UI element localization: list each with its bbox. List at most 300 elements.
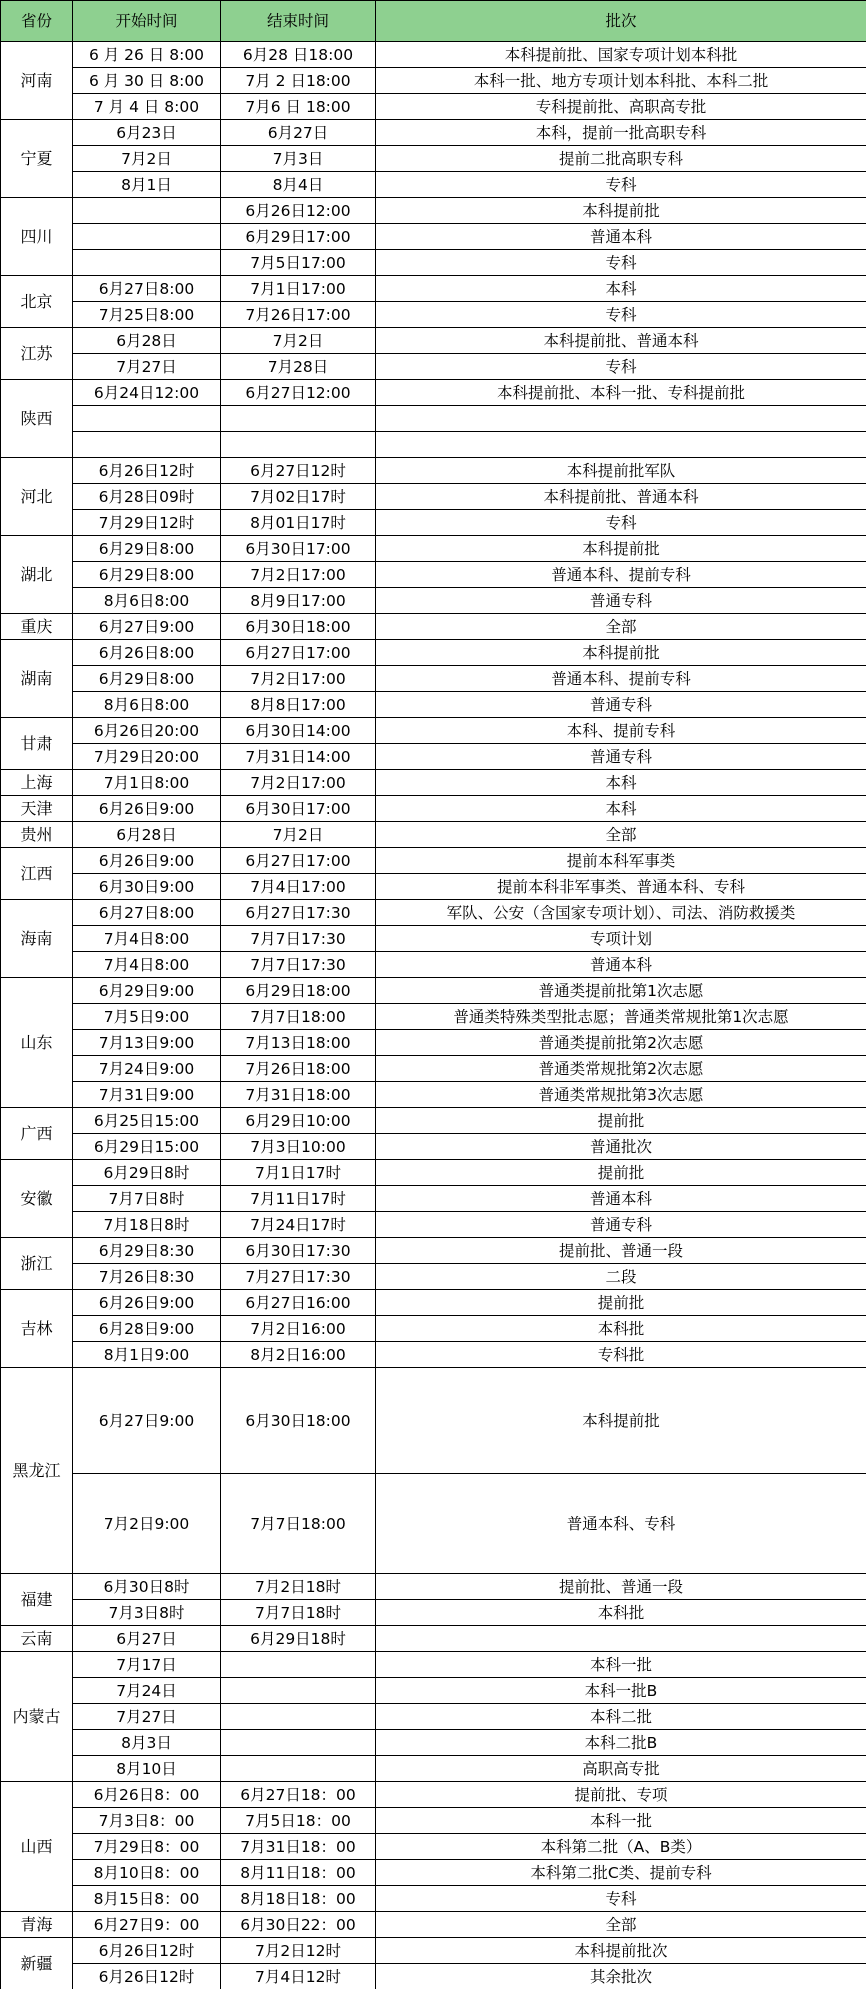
start-time-cell: 6月29日8:00 <box>73 536 221 562</box>
start-time-cell: 7月7日8时 <box>73 1186 221 1212</box>
header-end-time: 结束时间 <box>221 1 376 42</box>
start-time-cell: 6月29日9:00 <box>73 978 221 1004</box>
table-row <box>1 926 866 952</box>
end-time-cell: 8月9日17:00 <box>221 588 376 614</box>
batch-cell: 提前二批高职专科 <box>376 146 866 172</box>
batch-cell: 其余批次 <box>376 1964 866 1989</box>
batch-cell: 本科 <box>376 770 866 796</box>
start-time-cell: 7月13日9:00 <box>73 1030 221 1056</box>
start-time-cell: 6月27日9:00 <box>73 614 221 640</box>
province-cell: 宁夏 <box>1 120 73 198</box>
batch-cell: 本科一批 <box>376 1808 866 1834</box>
batch-cell: 普通类提前批第2次志愿 <box>376 1030 866 1056</box>
batch-cell: 专项计划 <box>376 926 866 952</box>
end-time-cell <box>221 406 376 432</box>
batch-cell: 本科二批B <box>376 1730 866 1756</box>
batch-cell: 本科提前批次 <box>376 1938 866 1964</box>
start-time-cell: 6月26日8：00 <box>73 1782 221 1808</box>
province-cell: 黑龙江 <box>1 1368 73 1574</box>
start-time-cell: 6月25日15:00 <box>73 1108 221 1134</box>
start-time-cell: 6月29日15:00 <box>73 1134 221 1160</box>
start-time-cell: 8月10日 <box>73 1756 221 1782</box>
start-time-cell: 6月27日 <box>73 1626 221 1652</box>
end-time-cell: 7月31日18:00 <box>221 1082 376 1108</box>
batch-cell: 普通批次 <box>376 1134 866 1160</box>
table-row <box>1 1082 866 1108</box>
batch-cell: 提前批、普通一段 <box>376 1238 866 1264</box>
end-time-cell: 7月5日17:00 <box>221 250 376 276</box>
batch-cell: 本科批 <box>376 1600 866 1626</box>
province-cell: 云南 <box>1 1626 73 1652</box>
end-time-cell: 6月29日10:00 <box>221 1108 376 1134</box>
start-time-cell: 6 月 26 日 8:00 <box>73 42 221 68</box>
end-time-cell: 7月2日17:00 <box>221 770 376 796</box>
province-cell: 山西 <box>1 1782 73 1912</box>
table-row <box>1 1600 866 1626</box>
start-time-cell: 8月1日9:00 <box>73 1342 221 1368</box>
batch-cell: 普通本科 <box>376 952 866 978</box>
start-time-cell: 6月23日 <box>73 120 221 146</box>
batch-cell: 专科 <box>376 250 866 276</box>
batch-cell: 普通本科、提前专科 <box>376 562 866 588</box>
end-time-cell: 7月7日18:00 <box>221 1474 376 1574</box>
batch-cell: 本科一批、地方专项计划本科批、本科二批 <box>376 68 866 94</box>
header-start-time: 开始时间 <box>73 1 221 42</box>
end-time-cell: 7月6 日 18:00 <box>221 94 376 120</box>
end-time-cell: 7月2日 <box>221 822 376 848</box>
end-time-cell: 8月2日16:00 <box>221 1342 376 1368</box>
end-time-cell: 6月29日18:00 <box>221 978 376 1004</box>
batch-cell: 本科提前批、普通本科 <box>376 484 866 510</box>
table-row <box>1 822 866 848</box>
start-time-cell: 7月5日9:00 <box>73 1004 221 1030</box>
batch-cell: 本科第二批C类、提前专科 <box>376 1860 866 1886</box>
header-row <box>1 1 866 42</box>
batch-cell: 本科 <box>376 796 866 822</box>
end-time-cell: 6月28 日18:00 <box>221 42 376 68</box>
start-time-cell: 7月25日8:00 <box>73 302 221 328</box>
end-time-cell <box>221 1704 376 1730</box>
table-row <box>1 536 866 562</box>
province-cell: 吉林 <box>1 1290 73 1368</box>
batch-cell: 专科 <box>376 302 866 328</box>
table-row <box>1 692 866 718</box>
start-time-cell: 6月29日8时 <box>73 1160 221 1186</box>
batch-cell: 本科一批B <box>376 1678 866 1704</box>
start-time-cell <box>73 406 221 432</box>
start-time-cell: 6月27日9：00 <box>73 1912 221 1938</box>
table-row <box>1 1056 866 1082</box>
batch-cell: 本科第二批（A、B类） <box>376 1834 866 1860</box>
start-time-cell: 6月26日12时 <box>73 1964 221 1989</box>
end-time-cell: 6月27日12时 <box>221 458 376 484</box>
batch-cell <box>376 432 866 458</box>
province-cell: 陕西 <box>1 380 73 458</box>
table-row <box>1 1730 866 1756</box>
table-row <box>1 874 866 900</box>
batch-cell <box>376 1626 866 1652</box>
end-time-cell <box>221 1652 376 1678</box>
batch-cell: 全部 <box>376 1912 866 1938</box>
start-time-cell: 6月26日8:00 <box>73 640 221 666</box>
table-row <box>1 1860 866 1886</box>
province-cell: 江西 <box>1 848 73 900</box>
start-time-cell: 6月26日12时 <box>73 458 221 484</box>
end-time-cell: 7月4日17:00 <box>221 874 376 900</box>
province-cell: 贵州 <box>1 822 73 848</box>
table-row <box>1 198 866 224</box>
schedule-body <box>1 42 866 1989</box>
batch-cell: 二段 <box>376 1264 866 1290</box>
start-time-cell: 6月26日9:00 <box>73 848 221 874</box>
table-row <box>1 302 866 328</box>
table-row <box>1 120 866 146</box>
start-time-cell: 6月26日9:00 <box>73 1290 221 1316</box>
batch-cell: 专科 <box>376 510 866 536</box>
batch-cell: 本科提前批 <box>376 640 866 666</box>
province-cell: 甘肃 <box>1 718 73 770</box>
province-cell: 江苏 <box>1 328 73 380</box>
start-time-cell: 7月17日 <box>73 1652 221 1678</box>
end-time-cell: 8月18日18：00 <box>221 1886 376 1912</box>
start-time-cell <box>73 250 221 276</box>
batch-cell: 本科提前批 <box>376 1368 866 1474</box>
start-time-cell: 6月28日 <box>73 822 221 848</box>
end-time-cell: 7月27日17:30 <box>221 1264 376 1290</box>
end-time-cell: 6月27日 <box>221 120 376 146</box>
province-cell: 天津 <box>1 796 73 822</box>
batch-cell: 本科提前批 <box>376 198 866 224</box>
start-time-cell: 7月4日8:00 <box>73 952 221 978</box>
batch-cell: 提前批 <box>376 1290 866 1316</box>
table-row <box>1 1316 866 1342</box>
province-cell: 山东 <box>1 978 73 1108</box>
table-row <box>1 1108 866 1134</box>
end-time-cell: 6月27日17:00 <box>221 848 376 874</box>
table-row <box>1 666 866 692</box>
start-time-cell: 6月27日9:00 <box>73 1368 221 1474</box>
end-time-cell: 7月 2 日18:00 <box>221 68 376 94</box>
batch-cell: 普通类特殊类型批志愿；普通类常规批第1次志愿 <box>376 1004 866 1030</box>
end-time-cell: 7月2日17:00 <box>221 666 376 692</box>
table-row <box>1 1030 866 1056</box>
start-time-cell <box>73 224 221 250</box>
end-time-cell: 6月30日14:00 <box>221 718 376 744</box>
end-time-cell: 7月2日17:00 <box>221 562 376 588</box>
batch-cell: 提前批、普通一段 <box>376 1574 866 1600</box>
start-time-cell: 7月26日8:30 <box>73 1264 221 1290</box>
start-time-cell: 7月29日12时 <box>73 510 221 536</box>
province-cell: 安徽 <box>1 1160 73 1238</box>
start-time-cell: 6月29日8:30 <box>73 1238 221 1264</box>
start-time-cell: 6 月 30 日 8:00 <box>73 68 221 94</box>
table-row <box>1 328 866 354</box>
header-province: 省份 <box>1 1 73 42</box>
table-row <box>1 1238 866 1264</box>
start-time-cell <box>73 432 221 458</box>
batch-cell: 专科 <box>376 1886 866 1912</box>
batch-cell: 军队、公安（含国家专项计划）、司法、消防救援类 <box>376 900 866 926</box>
end-time-cell: 6月30日17:00 <box>221 796 376 822</box>
table-row <box>1 94 866 120</box>
table-row <box>1 744 866 770</box>
table-row <box>1 380 866 406</box>
table-row <box>1 640 866 666</box>
start-time-cell: 7 月 4 日 8:00 <box>73 94 221 120</box>
start-time-cell: 8月6日8:00 <box>73 692 221 718</box>
province-cell: 湖北 <box>1 536 73 614</box>
end-time-cell: 7月3日 <box>221 146 376 172</box>
table-row <box>1 1756 866 1782</box>
end-time-cell: 6月26日12:00 <box>221 198 376 224</box>
start-time-cell: 6月29日8:00 <box>73 562 221 588</box>
end-time-cell: 7月1日17:00 <box>221 276 376 302</box>
end-time-cell: 7月7日17:30 <box>221 926 376 952</box>
table-row <box>1 1678 866 1704</box>
province-cell: 湖南 <box>1 640 73 718</box>
table-row <box>1 354 866 380</box>
table-row <box>1 1808 866 1834</box>
start-time-cell <box>73 198 221 224</box>
start-time-cell: 7月18日8时 <box>73 1212 221 1238</box>
start-time-cell: 7月29日8：00 <box>73 1834 221 1860</box>
batch-cell: 专科 <box>376 354 866 380</box>
table-row <box>1 1886 866 1912</box>
end-time-cell: 7月7日17:30 <box>221 952 376 978</box>
end-time-cell: 6月30日18:00 <box>221 1368 376 1474</box>
end-time-cell: 6月29日18时 <box>221 1626 376 1652</box>
end-time-cell: 6月30日18:00 <box>221 614 376 640</box>
table-row <box>1 848 866 874</box>
batch-cell: 本科提前批军队 <box>376 458 866 484</box>
table-row <box>1 1626 866 1652</box>
start-time-cell: 6月26日9:00 <box>73 796 221 822</box>
end-time-cell: 6月27日17:00 <box>221 640 376 666</box>
end-time-cell: 6月30日17:30 <box>221 1238 376 1264</box>
batch-cell: 普通专科 <box>376 692 866 718</box>
batch-cell: 提前批 <box>376 1108 866 1134</box>
table-row <box>1 1964 866 1989</box>
province-cell: 广西 <box>1 1108 73 1160</box>
table-row <box>1 458 866 484</box>
table-row <box>1 146 866 172</box>
table-row <box>1 1290 866 1316</box>
batch-cell: 本科批 <box>376 1316 866 1342</box>
table-row <box>1 1574 866 1600</box>
start-time-cell: 7月3日8：00 <box>73 1808 221 1834</box>
table-row <box>1 1212 866 1238</box>
end-time-cell: 7月28日 <box>221 354 376 380</box>
batch-cell: 本科二批 <box>376 1704 866 1730</box>
table-row <box>1 1342 866 1368</box>
end-time-cell: 8月4日 <box>221 172 376 198</box>
end-time-cell: 7月24日17时 <box>221 1212 376 1238</box>
start-time-cell: 6月30日8时 <box>73 1574 221 1600</box>
end-time-cell: 7月7日18:00 <box>221 1004 376 1030</box>
table-row <box>1 978 866 1004</box>
batch-cell <box>376 406 866 432</box>
province-cell: 福建 <box>1 1574 73 1626</box>
end-time-cell: 7月4日12时 <box>221 1964 376 1989</box>
batch-cell: 普通本科、专科 <box>376 1474 866 1574</box>
end-time-cell <box>221 432 376 458</box>
start-time-cell: 6月26日12时 <box>73 1938 221 1964</box>
batch-cell: 提前批、专项 <box>376 1782 866 1808</box>
start-time-cell: 7月2日 <box>73 146 221 172</box>
batch-cell: 普通本科 <box>376 1186 866 1212</box>
table-row <box>1 1782 866 1808</box>
end-time-cell: 7月11日17时 <box>221 1186 376 1212</box>
start-time-cell: 6月27日8:00 <box>73 900 221 926</box>
end-time-cell: 8月8日17:00 <box>221 692 376 718</box>
table-row <box>1 1834 866 1860</box>
end-time-cell: 8月11日18：00 <box>221 1860 376 1886</box>
table-row <box>1 1652 866 1678</box>
start-time-cell: 7月2日9:00 <box>73 1474 221 1574</box>
table-row <box>1 588 866 614</box>
end-time-cell: 7月2日16:00 <box>221 1316 376 1342</box>
table-row <box>1 1004 866 1030</box>
batch-cell: 本科提前批、普通本科 <box>376 328 866 354</box>
end-time-cell: 6月30日22：00 <box>221 1912 376 1938</box>
start-time-cell: 6月27日8:00 <box>73 276 221 302</box>
end-time-cell: 7月26日18:00 <box>221 1056 376 1082</box>
province-cell: 上海 <box>1 770 73 796</box>
end-time-cell <box>221 1756 376 1782</box>
table-row <box>1 172 866 198</box>
batch-cell: 普通类常规批第3次志愿 <box>376 1082 866 1108</box>
start-time-cell: 7月24日 <box>73 1678 221 1704</box>
batch-cell: 专科提前批、高职高专批 <box>376 94 866 120</box>
province-cell: 河南 <box>1 42 73 120</box>
table-row <box>1 250 866 276</box>
batch-cell: 全部 <box>376 822 866 848</box>
batch-cell: 普通本科 <box>376 224 866 250</box>
table-row <box>1 770 866 796</box>
start-time-cell: 7月31日9:00 <box>73 1082 221 1108</box>
batch-cell: 普通类常规批第2次志愿 <box>376 1056 866 1082</box>
start-time-cell: 6月28日9:00 <box>73 1316 221 1342</box>
end-time-cell: 7月2日12时 <box>221 1938 376 1964</box>
start-time-cell: 8月6日8:00 <box>73 588 221 614</box>
province-cell: 重庆 <box>1 614 73 640</box>
batch-cell: 普通类提前批第1次志愿 <box>376 978 866 1004</box>
province-cell: 内蒙古 <box>1 1652 73 1782</box>
end-time-cell <box>221 1678 376 1704</box>
end-time-cell: 6月27日16:00 <box>221 1290 376 1316</box>
end-time-cell: 7月1日17时 <box>221 1160 376 1186</box>
batch-cell: 提前本科非军事类、普通本科、专科 <box>376 874 866 900</box>
table-row <box>1 1264 866 1290</box>
start-time-cell: 7月24日9:00 <box>73 1056 221 1082</box>
start-time-cell: 7月1日8:00 <box>73 770 221 796</box>
batch-cell: 本科提前批 <box>376 536 866 562</box>
batch-cell: 专科 <box>376 172 866 198</box>
table-row <box>1 614 866 640</box>
end-time-cell: 7月13日18:00 <box>221 1030 376 1056</box>
end-time-cell <box>221 1730 376 1756</box>
table-row <box>1 796 866 822</box>
table-row <box>1 224 866 250</box>
end-time-cell: 8月01日17时 <box>221 510 376 536</box>
end-time-cell: 6月30日17:00 <box>221 536 376 562</box>
end-time-cell: 7月02日17时 <box>221 484 376 510</box>
batch-cell: 全部 <box>376 614 866 640</box>
batch-cell: 本科提前批、国家专项计划本科批 <box>376 42 866 68</box>
start-time-cell: 6月28日09时 <box>73 484 221 510</box>
province-cell: 北京 <box>1 276 73 328</box>
table-row <box>1 1368 866 1474</box>
table-row <box>1 900 866 926</box>
end-time-cell: 6月27日12:00 <box>221 380 376 406</box>
start-time-cell: 6月28日 <box>73 328 221 354</box>
table-row <box>1 68 866 94</box>
batch-cell: 普通专科 <box>376 588 866 614</box>
start-time-cell: 7月3日8时 <box>73 1600 221 1626</box>
province-cell: 海南 <box>1 900 73 978</box>
table-row <box>1 1938 866 1964</box>
table-row <box>1 1160 866 1186</box>
batch-cell: 本科，提前一批高职专科 <box>376 120 866 146</box>
batch-cell: 普通专科 <box>376 744 866 770</box>
province-cell: 四川 <box>1 198 73 276</box>
table-row <box>1 952 866 978</box>
batch-cell: 本科一批 <box>376 1652 866 1678</box>
batch-cell: 高职高专批 <box>376 1756 866 1782</box>
table-row <box>1 42 866 68</box>
start-time-cell: 6月26日20:00 <box>73 718 221 744</box>
table-row <box>1 718 866 744</box>
table-row <box>1 276 866 302</box>
end-time-cell: 7月26日17:00 <box>221 302 376 328</box>
table-row <box>1 432 866 458</box>
end-time-cell: 7月2日18时 <box>221 1574 376 1600</box>
end-time-cell: 6月27日17:30 <box>221 900 376 926</box>
start-time-cell: 6月30日9:00 <box>73 874 221 900</box>
table-row <box>1 1704 866 1730</box>
start-time-cell: 7月27日 <box>73 354 221 380</box>
start-time-cell: 7月27日 <box>73 1704 221 1730</box>
end-time-cell: 7月5日18：00 <box>221 1808 376 1834</box>
end-time-cell: 7月3日10:00 <box>221 1134 376 1160</box>
batch-cell: 普通专科 <box>376 1212 866 1238</box>
batch-cell: 本科、提前专科 <box>376 718 866 744</box>
end-time-cell: 7月31日18：00 <box>221 1834 376 1860</box>
province-cell: 浙江 <box>1 1238 73 1290</box>
batch-cell: 普通本科、提前专科 <box>376 666 866 692</box>
table-row <box>1 406 866 432</box>
batch-cell: 专科批 <box>376 1342 866 1368</box>
batch-cell: 提前本科军事类 <box>376 848 866 874</box>
start-time-cell: 6月24日12:00 <box>73 380 221 406</box>
start-time-cell: 8月15日8：00 <box>73 1886 221 1912</box>
table-row <box>1 1474 866 1574</box>
start-time-cell: 8月1日 <box>73 172 221 198</box>
end-time-cell: 7月31日14:00 <box>221 744 376 770</box>
start-time-cell: 8月3日 <box>73 1730 221 1756</box>
start-time-cell: 7月4日8:00 <box>73 926 221 952</box>
end-time-cell: 6月27日18：00 <box>221 1782 376 1808</box>
table-row <box>1 1134 866 1160</box>
start-time-cell: 8月10日8：00 <box>73 1860 221 1886</box>
batch-cell: 提前批 <box>376 1160 866 1186</box>
end-time-cell: 7月2日 <box>221 328 376 354</box>
province-cell: 青海 <box>1 1912 73 1938</box>
table-row <box>1 1912 866 1938</box>
start-time-cell: 7月29日20:00 <box>73 744 221 770</box>
start-time-cell: 6月29日8:00 <box>73 666 221 692</box>
end-time-cell: 7月7日18时 <box>221 1600 376 1626</box>
